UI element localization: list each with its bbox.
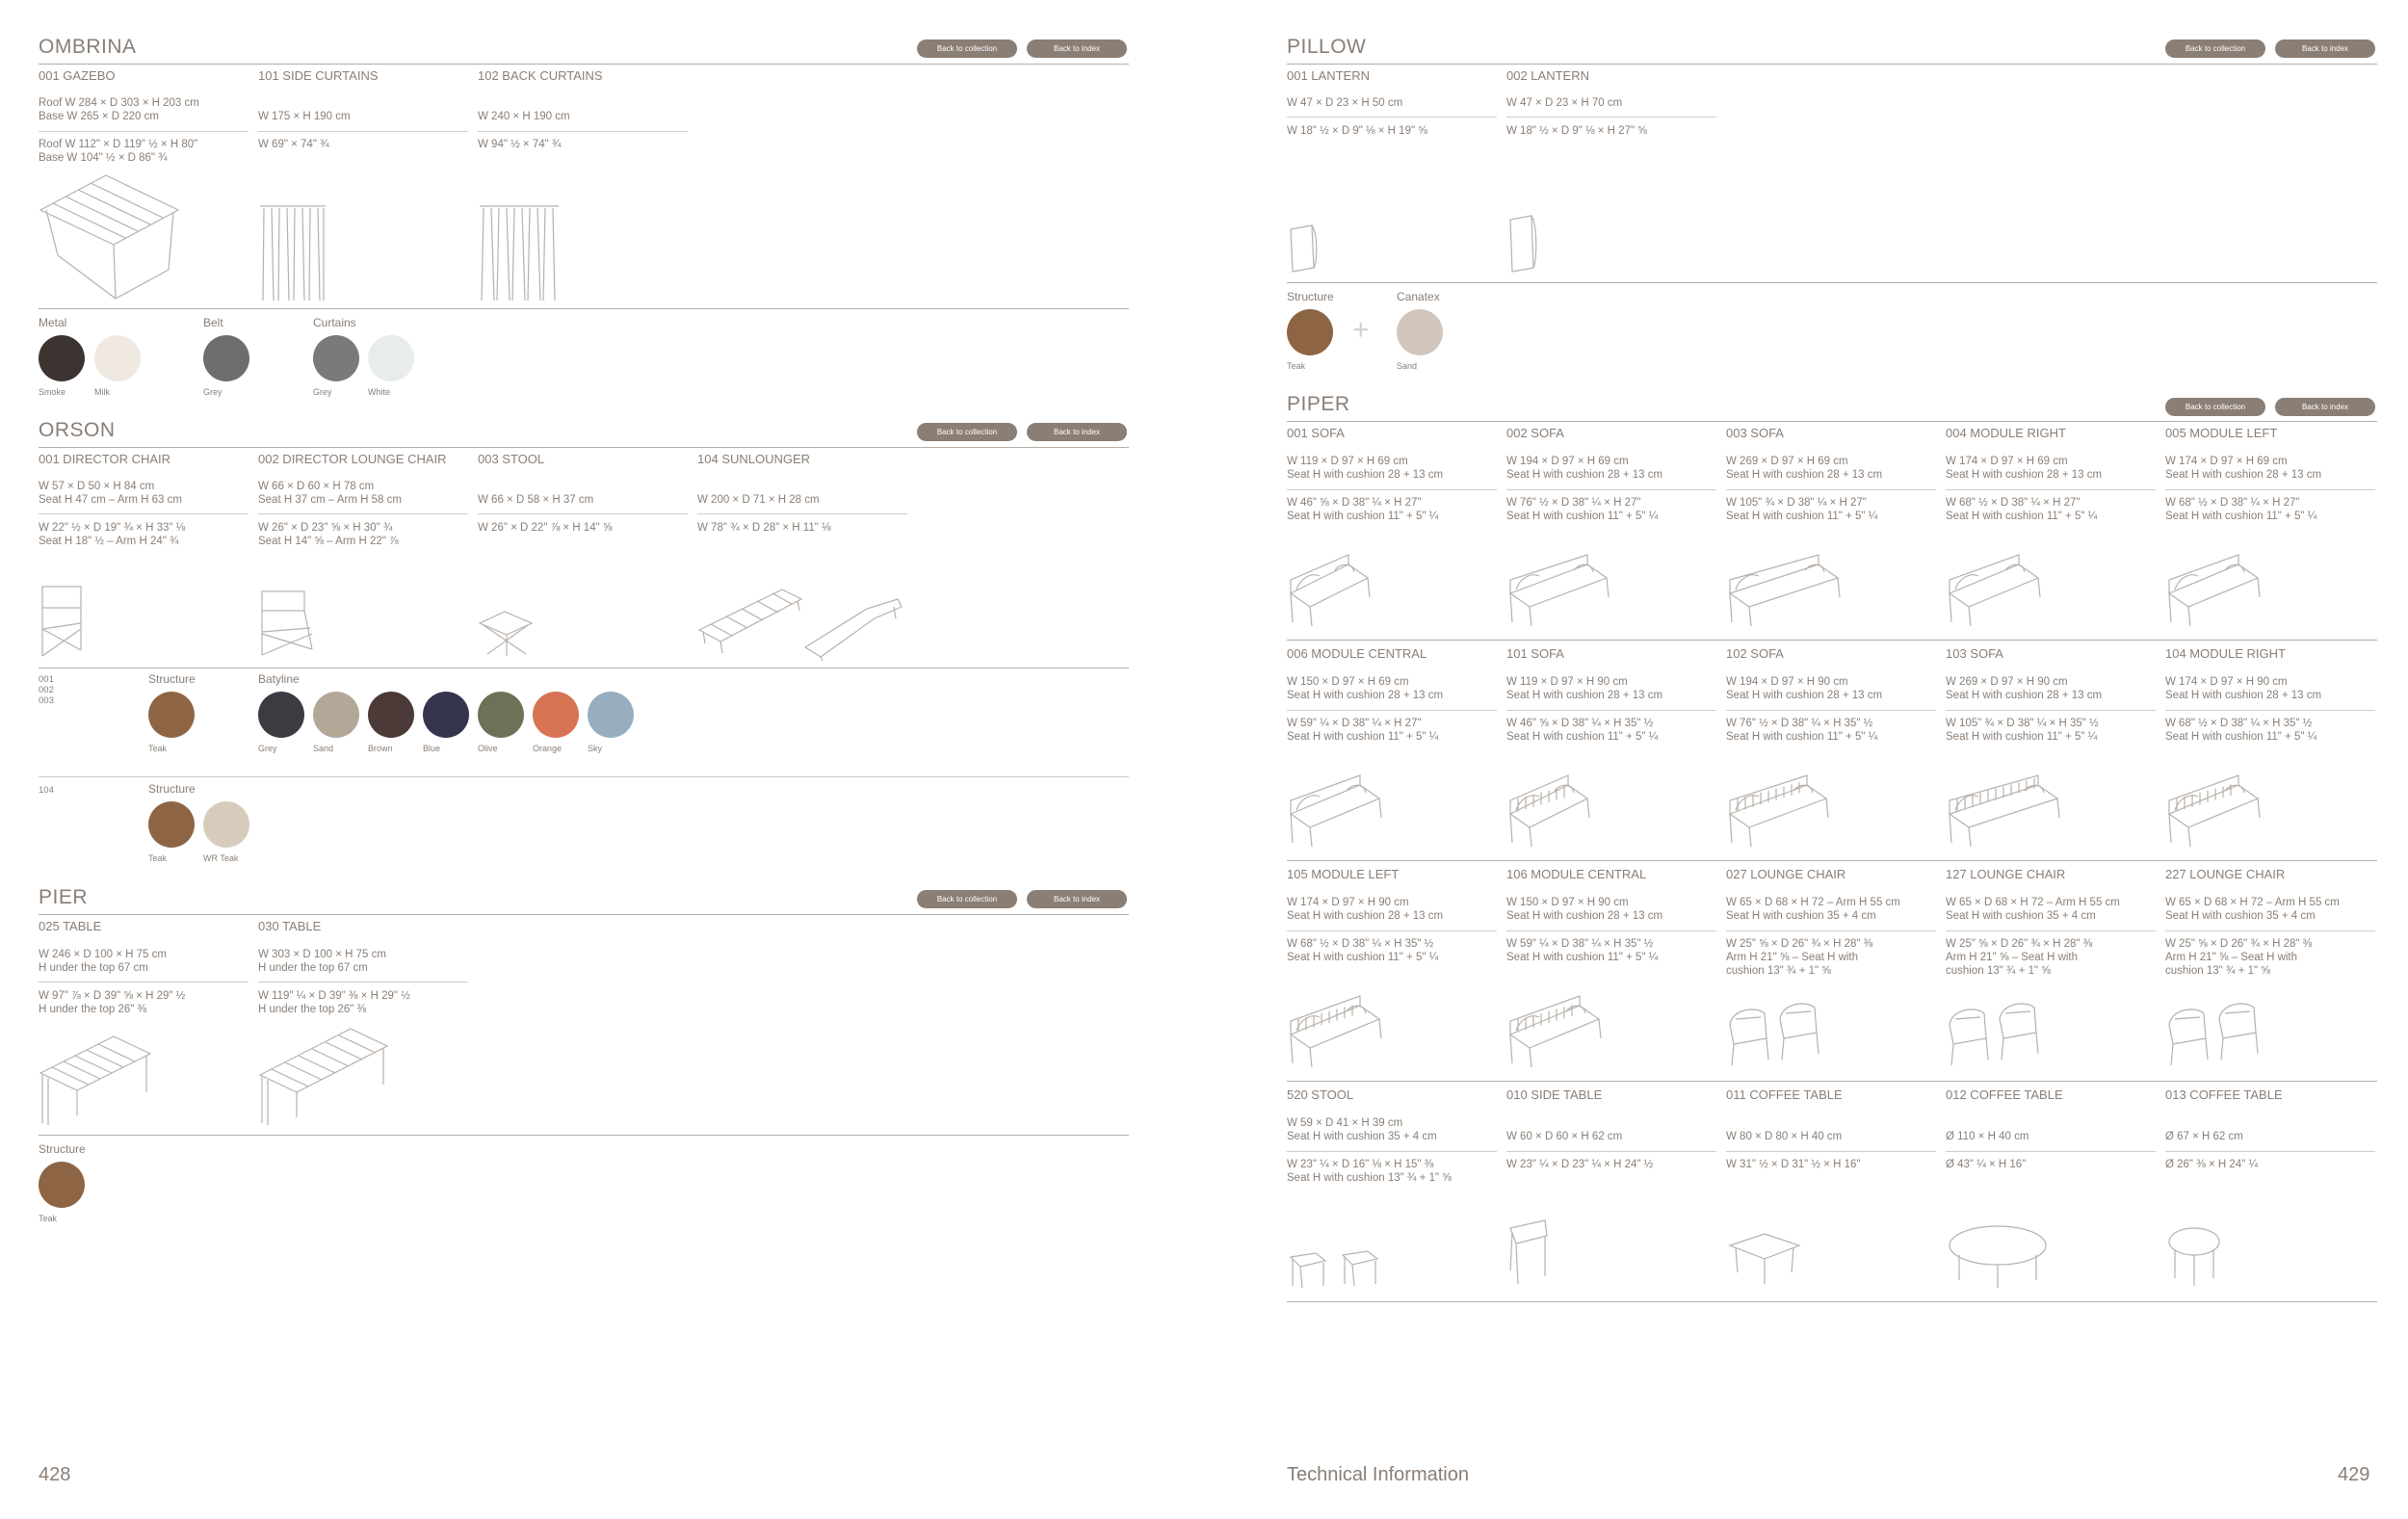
side-curtains-drawing-icon (258, 204, 327, 304)
product-dimensions-imperial: W 26" × D 22" ⅞ × H 14" ⅝ (478, 522, 613, 534)
module-right-drawing-icon (1946, 555, 2052, 628)
product-dimensions-imperial: Roof W 112" × D 119" ½ × H 80" Base W 104" ½ × D 86" ¾ (39, 139, 198, 164)
product-dimensions-imperial: W 97" ⅞ × D 39" ⅝ × H 29" ½ H under the top 26" ⅜ (39, 990, 186, 1015)
divider (1946, 489, 2156, 490)
product-drawing (1946, 996, 2052, 1074)
product-dimensions-metric: W 200 × D 71 × H 28 cm (697, 494, 820, 506)
product-dimensions-imperial: W 46" ⅝ × D 38" ¼ × H 27" Seat H with cushion 11" + 5" ¼ (1287, 497, 1439, 522)
divider (1946, 1151, 2156, 1152)
product-name: 002 SOFA (1506, 426, 1564, 440)
product-dimensions-metric: W 59 × D 41 × H 39 cm Seat H with cushion 35 + 4 cm (1287, 1117, 1437, 1142)
divider (1506, 1151, 1716, 1152)
product-dimensions-metric: W 47 × D 23 × H 70 cm (1506, 97, 1623, 109)
ombrina-back-to-collection-button[interactable]: Back to collection (917, 39, 1017, 58)
product-dimensions-metric: W 194 × D 97 × H 69 cm Seat H with cushion 28 + 13 cm (1506, 456, 1663, 481)
material-label-structure: Structure (148, 672, 196, 686)
product-drawing (1946, 1217, 2052, 1295)
divider (1506, 489, 1716, 490)
swatch-label: Blue (423, 744, 441, 753)
piper-back-to-index-button[interactable]: Back to index (2275, 398, 2375, 416)
product-dimensions-imperial: W 76" ½ × D 38" ¼ × H 35" ½ Seat H with cushion 11" + 5" ¼ (1726, 718, 1878, 743)
product-dimensions-imperial: W 26" × D 23" ⅝ × H 30" ¾ Seat H 14" ⅝ – Arm H 22" ⅞ (258, 522, 399, 547)
rope-module-central-drawing-icon (1506, 996, 1612, 1069)
product-dimensions-metric: W 119 × D 97 × H 90 cm Seat H with cushion 28 + 13 cm (1506, 676, 1663, 701)
product-dimensions-imperial: W 78" ¾ × D 28" × H 11" ⅛ (697, 522, 831, 534)
product-drawing (1726, 555, 1832, 633)
footer-technical-information: Technical Information (1287, 1464, 1469, 1485)
rope-sofa-large-drawing-icon (1946, 775, 2052, 849)
product-name: 102 SOFA (1726, 646, 1784, 661)
product-drawing (2165, 996, 2271, 1074)
coffee-table-round-large-drawing-icon (1946, 1217, 2052, 1290)
swatch-label: Grey (313, 387, 332, 397)
orson-codes-001-003: 001 002 003 (39, 674, 54, 706)
swatch-batyline-orange (533, 692, 579, 738)
swatch-belt-grey (203, 335, 249, 381)
product-dimensions-imperial: Ø 26" ⅜ × H 24" ¼ (2165, 1159, 2259, 1170)
pillow-title: PILLOW (1287, 36, 1367, 58)
director-chair-drawing-icon (39, 583, 89, 660)
rope-sofa-medium-drawing-icon (1726, 775, 1832, 849)
divider (258, 131, 468, 132)
back-curtains-drawing-icon (478, 204, 561, 304)
divider (1726, 489, 1936, 490)
material-label-batyline: Batyline (258, 672, 300, 686)
table-030-drawing-icon (258, 1027, 393, 1127)
coffee-table-round-small-drawing-icon (2165, 1217, 2271, 1290)
product-dimensions-imperial: W 59" ¼ × D 38" ¼ × H 35" ½ Seat H with cushion 11" + 5" ¼ (1506, 938, 1659, 963)
divider (1726, 710, 1936, 711)
product-dimensions-imperial: W 22" ½ × D 19" ¾ × H 33" ⅛ Seat H 18" ½ – Arm H 24" ¾ (39, 522, 186, 547)
product-dimensions-imperial: W 18" ½ × D 9" ⅛ × H 27" ⅝ (1506, 125, 1647, 137)
swatch-batyline-brown (368, 692, 414, 738)
product-dimensions-metric: W 175 × H 190 cm (258, 111, 351, 122)
divider (1726, 1151, 1936, 1152)
product-dimensions-metric: W 269 × D 97 × H 69 cm Seat H with cushion 28 + 13 cm (1726, 456, 1883, 481)
swatch-teak (148, 801, 195, 848)
divider (258, 513, 468, 514)
stool-drawing-icon (478, 610, 536, 660)
side-table-drawing-icon (1506, 1217, 1612, 1290)
divider (1287, 930, 1497, 931)
product-name: 010 SIDE TABLE (1506, 1087, 1603, 1102)
ombrina-title: OMBRINA (39, 36, 137, 58)
lounge-chair-drawing-icon (1726, 996, 1832, 1069)
swatch-batyline-grey (258, 692, 304, 738)
sofa-medium-drawing-icon (1506, 555, 1612, 628)
material-label-structure: Structure (148, 782, 196, 796)
orson-back-to-collection-button[interactable]: Back to collection (917, 423, 1017, 441)
product-name: 001 DIRECTOR CHAIR (39, 452, 171, 466)
swatch-label: Grey (258, 744, 277, 753)
product-dimensions-imperial: W 68" ½ × D 38" ¼ × H 27" Seat H with cushion 11" + 5" ¼ (1946, 497, 2098, 522)
product-name: 227 LOUNGE CHAIR (2165, 867, 2286, 881)
product-drawing (1287, 555, 1393, 633)
product-dimensions-metric: W 269 × D 97 × H 90 cm Seat H with cushion 28 + 13 cm (1946, 676, 2103, 701)
swatch-label: Teak (148, 744, 168, 753)
product-drawing (1726, 1217, 1832, 1295)
swatch-label: Teak (148, 853, 168, 863)
orson-title-rule (39, 447, 1129, 448)
product-dimensions-imperial: W 46" ⅝ × D 38" ¼ × H 35" ½ Seat H with cushion 11" + 5" ¼ (1506, 718, 1659, 743)
product-dimensions-imperial: W 76" ½ × D 38" ¼ × H 27" Seat H with cushion 11" + 5" ¼ (1506, 497, 1659, 522)
pier-title-rule (39, 914, 1129, 915)
swatch-label: Smoke (39, 387, 66, 397)
swatch-batyline-olive (478, 692, 524, 738)
director-lounge-chair-drawing-icon (258, 588, 318, 660)
product-dimensions-imperial: W 105" ¾ × D 38" ¼ × H 27" Seat H with cushion 11" + 5" ¼ (1726, 497, 1878, 522)
divider (1506, 117, 1716, 118)
product-name: 520 STOOL (1287, 1087, 1354, 1102)
swatch-label: Sand (313, 744, 334, 753)
product-dimensions-imperial: W 119" ¼ × D 39" ⅜ × H 29" ½ H under the top 26" ⅜ (258, 990, 410, 1015)
table-025-drawing-icon (39, 1034, 154, 1127)
swatch-batyline-sky (588, 692, 634, 738)
sunlounger-drawing-icon (697, 580, 909, 662)
swatch-smoke (39, 335, 85, 381)
product-drawing (1506, 555, 1612, 633)
divider (1726, 930, 1936, 931)
swatch-label: Orange (533, 744, 563, 753)
divider (39, 776, 1129, 777)
divider (478, 131, 688, 132)
swatch-sand (1397, 309, 1443, 355)
pillow-materials-rule (1287, 282, 2377, 283)
swatch-label: WR Teak (203, 853, 239, 863)
product-drawing (1946, 555, 2052, 633)
module-central-drawing-icon (1287, 775, 1393, 849)
swatch-teak (39, 1162, 85, 1208)
product-dimensions-imperial: W 68" ½ × D 38" ¼ × H 35" ½ Seat H with cushion 11" + 5" ¼ (2165, 718, 2317, 743)
pillow-back-to-collection-button[interactable]: Back to collection (2165, 39, 2265, 58)
product-dimensions-metric: W 174 × D 97 × H 69 cm Seat H with cushion 28 + 13 cm (1946, 456, 2103, 481)
product-drawing (1506, 1217, 1612, 1295)
stool-drawing-icon (1287, 1217, 1393, 1290)
product-drawing (1287, 775, 1393, 853)
divider (1287, 1151, 1497, 1152)
product-dimensions-imperial: Ø 43" ¼ × H 16" (1946, 1159, 2027, 1170)
product-dimensions-metric: W 174 × D 97 × H 69 cm Seat H with cushion 28 + 13 cm (2165, 456, 2322, 481)
product-name: 103 SOFA (1946, 646, 2003, 661)
product-dimensions-metric: W 240 × H 190 cm (478, 111, 570, 122)
product-name: 101 SIDE CURTAINS (258, 68, 379, 83)
product-name: 027 LOUNGE CHAIR (1726, 867, 1846, 881)
plus-icon: + (1352, 314, 1370, 346)
product-name: 004 MODULE RIGHT (1946, 426, 2066, 440)
product-dimensions-metric: W 119 × D 97 × H 69 cm Seat H with cushion 28 + 13 cm (1287, 456, 1444, 481)
product-dimensions-metric: W 303 × D 100 × H 75 cm H under the top 67 cm (258, 949, 386, 974)
swatch-label: Brown (368, 744, 393, 753)
product-name: 013 COFFEE TABLE (2165, 1087, 2283, 1102)
divider (2165, 1151, 2375, 1152)
swatch-curtains-white (368, 335, 414, 381)
swatch-label: Olive (478, 744, 498, 753)
piper-row-rule (1287, 1301, 2377, 1302)
swatch-label: Teak (1287, 361, 1306, 371)
product-dimensions-metric: W 60 × D 60 × H 62 cm (1506, 1131, 1623, 1142)
divider (39, 513, 249, 514)
swatch-curtains-grey (313, 335, 359, 381)
swatch-label: Teak (39, 1214, 58, 1223)
divider (2165, 930, 2375, 931)
product-drawing (1946, 775, 2052, 853)
product-dimensions-imperial: W 105" ¾ × D 38" ¼ × H 35" ½ Seat H with cushion 11" + 5" ¼ (1946, 718, 2099, 743)
product-drawing (1287, 1217, 1393, 1295)
divider (1287, 117, 1497, 118)
product-dimensions-metric: W 65 × D 68 × H 72 – Arm H 55 cm Seat H with cushion 35 + 4 cm (2165, 897, 2340, 922)
product-dimensions-imperial: W 18" ½ × D 9" ⅛ × H 19" ⅝ (1287, 125, 1427, 137)
ombrina-title-rule (39, 64, 1129, 65)
product-name: 102 BACK CURTAINS (478, 68, 603, 83)
product-name: 104 MODULE RIGHT (2165, 646, 2286, 661)
product-dimensions-metric: W 174 × D 97 × H 90 cm Seat H with cushion 28 + 13 cm (1287, 897, 1444, 922)
material-label-structure: Structure (39, 1142, 86, 1156)
right-page (1204, 0, 2408, 1519)
product-dimensions-metric: W 80 × D 80 × H 40 cm (1726, 1131, 1843, 1142)
product-name: 003 SOFA (1726, 426, 1784, 440)
product-dimensions-imperial: W 94" ½ × 74" ¾ (478, 139, 562, 150)
product-dimensions-metric: W 57 × D 50 × H 84 cm Seat H 47 cm – Arm H 63 cm (39, 481, 182, 506)
rope-sofa-small-drawing-icon (1506, 775, 1612, 849)
module-left-drawing-icon (2165, 555, 2271, 628)
divider (478, 513, 688, 514)
product-dimensions-metric: W 65 × D 68 × H 72 – Arm H 55 cm Seat H with cushion 35 + 4 cm (1946, 897, 2120, 922)
swatch-label: Grey (203, 387, 222, 397)
material-label-curtains: Curtains (313, 316, 356, 329)
divider (697, 513, 907, 514)
product-name: 025 TABLE (39, 919, 102, 933)
piper-back-to-collection-button[interactable]: Back to collection (2165, 398, 2265, 416)
divider (39, 131, 249, 132)
product-dimensions-metric: W 174 × D 97 × H 90 cm Seat H with cushion 28 + 13 cm (2165, 676, 2322, 701)
material-label-metal: Metal (39, 316, 67, 329)
product-name: 104 SUNLOUNGER (697, 452, 811, 466)
product-dimensions-metric: Ø 67 × H 62 cm (2165, 1131, 2243, 1142)
rope-module-left-drawing-icon (1287, 996, 1393, 1069)
orson-back-to-index-button[interactable]: Back to index (1027, 423, 1127, 441)
product-name: 005 MODULE LEFT (2165, 426, 2278, 440)
pier-back-to-index-button[interactable]: Back to index (1027, 890, 1127, 908)
product-dimensions-metric: Ø 110 × H 40 cm (1946, 1131, 2029, 1142)
product-dimensions-metric: W 194 × D 97 × H 90 cm Seat H with cushion 28 + 13 cm (1726, 676, 1883, 701)
product-name: 002 DIRECTOR LOUNGE CHAIR (258, 452, 447, 466)
piper-row-rule (1287, 640, 2377, 641)
swatch-label: Sky (588, 744, 603, 753)
product-dimensions-imperial: W 25" ⅝ × D 26" ¾ × H 28" ⅜ Arm H 21" ⅝ – Seat H with cushion 13" ¾ + 1" ⅝ (1946, 938, 2093, 977)
product-drawing (1726, 775, 1832, 853)
material-label-structure: Structure (1287, 290, 1334, 303)
divider (1287, 710, 1497, 711)
swatch-wr-teak (203, 801, 249, 848)
product-dimensions-imperial: W 59" ¼ × D 38" ¼ × H 27" Seat H with cushion 11" + 5" ¼ (1287, 718, 1439, 743)
coffee-table-square-drawing-icon (1726, 1217, 1832, 1290)
product-name: 030 TABLE (258, 919, 322, 933)
lantern-001-drawing-icon (1287, 223, 1320, 275)
product-dimensions-metric: W 150 × D 97 × H 69 cm Seat H with cushion 28 + 13 cm (1287, 676, 1444, 701)
product-dimensions-metric: W 246 × D 100 × H 75 cm H under the top 67 cm (39, 949, 167, 974)
swatch-milk (94, 335, 141, 381)
lounge-chair-drawing-icon (1946, 996, 2052, 1069)
product-name: 101 SOFA (1506, 646, 1564, 661)
product-name: 003 STOOL (478, 452, 545, 466)
ombrina-materials-rule (39, 308, 1129, 309)
pillow-back-to-index-button[interactable]: Back to index (2275, 39, 2375, 58)
product-dimensions-imperial: W 31" ½ × D 31" ½ × H 16" (1726, 1159, 1861, 1170)
product-drawing (1506, 775, 1612, 853)
product-dimensions-metric: W 47 × D 23 × H 50 cm (1287, 97, 1403, 109)
product-dimensions-metric: W 65 × D 68 × H 72 – Arm H 55 cm Seat H with cushion 35 + 4 cm (1726, 897, 1900, 922)
product-drawing (2165, 775, 2271, 853)
product-name: 001 GAZEBO (39, 68, 116, 83)
product-dimensions-imperial: W 69" × 74" ¾ (258, 139, 329, 150)
divider (1506, 710, 1716, 711)
product-name: 011 COFFEE TABLE (1726, 1087, 1843, 1102)
product-drawing (1287, 996, 1393, 1074)
lounge-chair-drawing-icon (2165, 996, 2271, 1069)
product-drawing (2165, 1217, 2271, 1295)
divider (2165, 489, 2375, 490)
rope-module-right-drawing-icon (2165, 775, 2271, 849)
product-dimensions-imperial: W 68" ½ × D 38" ¼ × H 27" Seat H with cushion 11" + 5" ¼ (2165, 497, 2317, 522)
pier-title: PIER (39, 886, 89, 908)
product-drawing (1726, 996, 1832, 1074)
material-label-canatex: Canatex (1397, 290, 1440, 303)
divider (2165, 710, 2375, 711)
product-name: 012 COFFEE TABLE (1946, 1087, 2063, 1102)
product-name: 001 LANTERN (1287, 68, 1370, 83)
product-dimensions-imperial: W 25" ⅝ × D 26" ¾ × H 28" ⅜ Arm H 21" ⅝ – Seat H with cushion 13" ¾ + 1" ⅝ (1726, 938, 1873, 977)
product-drawing (2165, 555, 2271, 633)
swatch-teak (1287, 309, 1333, 355)
product-name: 002 LANTERN (1506, 68, 1589, 83)
swatch-batyline-blue (423, 692, 469, 738)
product-dimensions-metric: W 150 × D 97 × H 90 cm Seat H with cushion 28 + 13 cm (1506, 897, 1663, 922)
swatch-teak (148, 692, 195, 738)
swatch-batyline-sand (313, 692, 359, 738)
swatch-label: Milk (94, 387, 110, 397)
sofa-small-drawing-icon (1287, 555, 1393, 628)
piper-row-rule (1287, 1081, 2377, 1082)
gazebo-drawing-icon (39, 173, 183, 303)
product-dimensions-metric: W 66 × D 60 × H 78 cm Seat H 37 cm – Arm H 58 cm (258, 481, 402, 506)
pier-back-to-collection-button[interactable]: Back to collection (917, 890, 1017, 908)
product-name: 105 MODULE LEFT (1287, 867, 1400, 881)
product-dimensions-imperial: W 23" ¼ × D 23" ¼ × H 24" ½ (1506, 1159, 1654, 1170)
product-dimensions-imperial: W 23" ¼ × D 16" ⅛ × H 15" ⅜ Seat H with cushion 13" ¾ + 1" ⅝ (1287, 1159, 1452, 1184)
material-label-belt: Belt (203, 316, 223, 329)
product-dimensions-imperial: W 25" ⅝ × D 26" ¾ × H 28" ⅜ Arm H 21" ⅝ – Seat H with cushion 13" ¾ + 1" ⅝ (2165, 938, 2313, 977)
divider (1506, 930, 1716, 931)
product-name: 006 MODULE CENTRAL (1287, 646, 1427, 661)
piper-title: PIPER (1287, 393, 1350, 415)
swatch-label: White (368, 387, 391, 397)
divider (1946, 930, 2156, 931)
piper-title-rule (1287, 421, 2377, 422)
lantern-002-drawing-icon (1506, 214, 1539, 275)
product-name: 127 LOUNGE CHAIR (1946, 867, 2066, 881)
product-name: 001 SOFA (1287, 426, 1345, 440)
orson-codes-104: 104 (39, 785, 54, 796)
ombrina-back-to-index-button[interactable]: Back to index (1027, 39, 1127, 58)
product-name: 106 MODULE CENTRAL (1506, 867, 1647, 881)
product-dimensions-imperial: W 68" ½ × D 38" ¼ × H 35" ½ Seat H with cushion 11" + 5" ¼ (1287, 938, 1439, 963)
pillow-title-rule (1287, 64, 2377, 65)
swatch-label: Sand (1397, 361, 1418, 371)
page-number-right: 429 (2338, 1464, 2370, 1485)
sofa-large-drawing-icon (1726, 555, 1832, 628)
divider (1946, 710, 2156, 711)
divider (1287, 489, 1497, 490)
page-number-left: 428 (39, 1464, 71, 1485)
product-drawing (1506, 996, 1612, 1074)
product-dimensions-metric: Roof W 284 × D 303 × H 203 cm Base W 265 × D 220 cm (39, 97, 199, 122)
piper-row-rule (1287, 860, 2377, 861)
pier-materials-rule (39, 1135, 1129, 1136)
product-dimensions-metric: W 66 × D 58 × H 37 cm (478, 494, 594, 506)
orson-title: ORSON (39, 419, 116, 441)
